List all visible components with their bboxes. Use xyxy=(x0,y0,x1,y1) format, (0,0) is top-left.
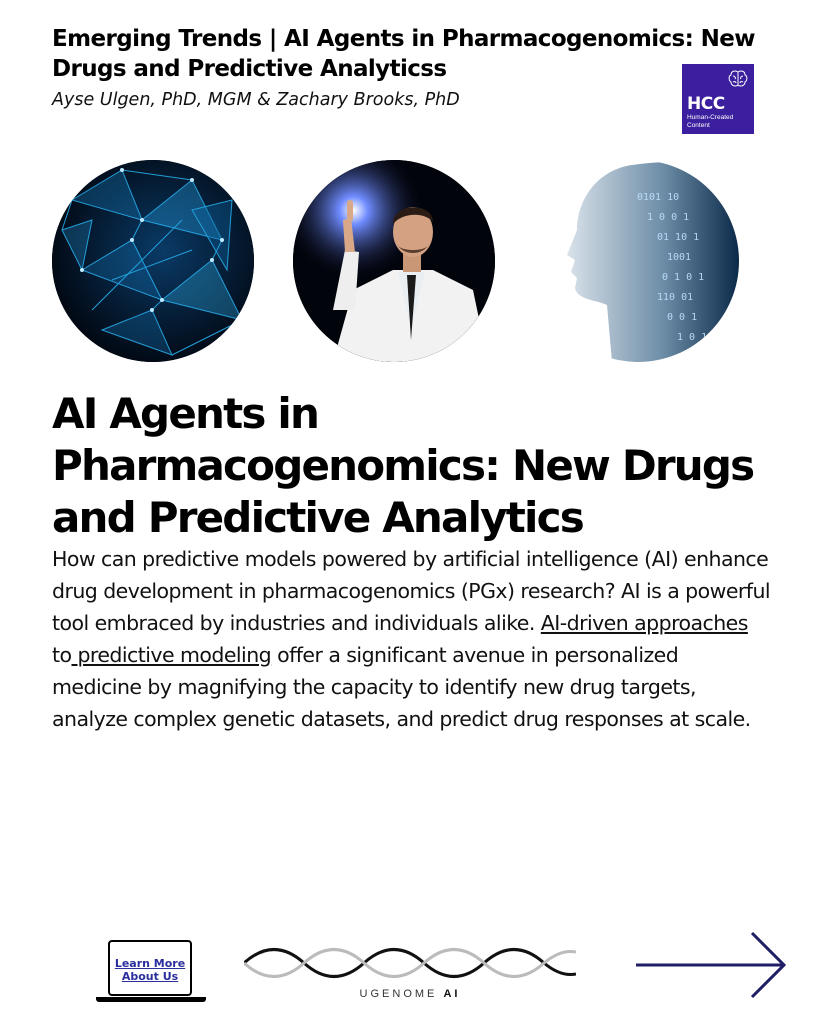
hcc-badge-title: HCC xyxy=(687,94,725,114)
dna-helix-icon xyxy=(244,940,576,986)
svg-text:01 10 1: 01 10 1 xyxy=(657,232,700,243)
svg-text:1 0 1 0: 1 0 1 0 xyxy=(677,332,720,343)
scientist-touching-screen-image xyxy=(293,160,495,362)
header xyxy=(52,24,772,110)
network-plexus-image xyxy=(52,160,254,362)
article-headline: AI Agents in Pharmacogenomics: New Drugs and Predictive Analytics xyxy=(52,389,754,542)
ugenome-label-prefix: UGENOME xyxy=(359,988,444,1000)
svg-text:1 0 0 1: 1 0 0 1 xyxy=(647,212,690,223)
svg-text:110 01: 110 01 xyxy=(657,292,694,303)
learn-more-button[interactable] xyxy=(96,940,206,1006)
hcc-badge-subtitle: Human-Created Content xyxy=(687,114,734,129)
svg-text:1001: 1001 xyxy=(667,252,692,263)
authors: Ayse Ulgen, PhD, MGM & Zachary Brooks, PhD xyxy=(52,90,460,110)
svg-text:0101 10: 0101 10 xyxy=(637,192,680,203)
svg-text:0 0 1: 0 0 1 xyxy=(667,312,698,323)
body-text-1: How can predictive models powered by artificial intelligence (AI) enhance drug development in pharmacogenomics (PGx) research? AI is a powerful tool embraced by industries and individuals alike. xyxy=(52,547,771,635)
digital-face-profile-image xyxy=(537,160,739,362)
learn-more-link[interactable]: Learn More About Us xyxy=(114,957,186,983)
arrow-right-icon[interactable] xyxy=(634,930,790,1000)
hcc-badge xyxy=(682,64,754,134)
ugenome-label xyxy=(244,988,576,1000)
article-body xyxy=(52,543,772,735)
svg-text:0 1 0 1: 0 1 0 1 xyxy=(662,272,705,283)
body-text-2: to xyxy=(52,643,72,667)
brain-icon xyxy=(728,70,748,93)
ugenome-label-suffix: AI xyxy=(443,988,461,1000)
laptop-base xyxy=(96,997,206,1002)
ugenome-logo xyxy=(244,940,576,1006)
series-title: Emerging Trends | AI Agents in Pharmacogenomics: New Drugs and Predictive Analyticss xyxy=(52,26,755,82)
predictive-modeling-link[interactable]: predictive modeling xyxy=(71,643,272,667)
ai-driven-approaches-link[interactable]: AI-driven approaches xyxy=(540,611,748,635)
svg-text:01: 01 xyxy=(687,348,700,359)
body-text-3: offer a significant avenue in personalized medicine by magnifying the capacity to identify new drug targets, analyze complex genetic datasets, and predict drug responses at scale. xyxy=(52,643,751,731)
